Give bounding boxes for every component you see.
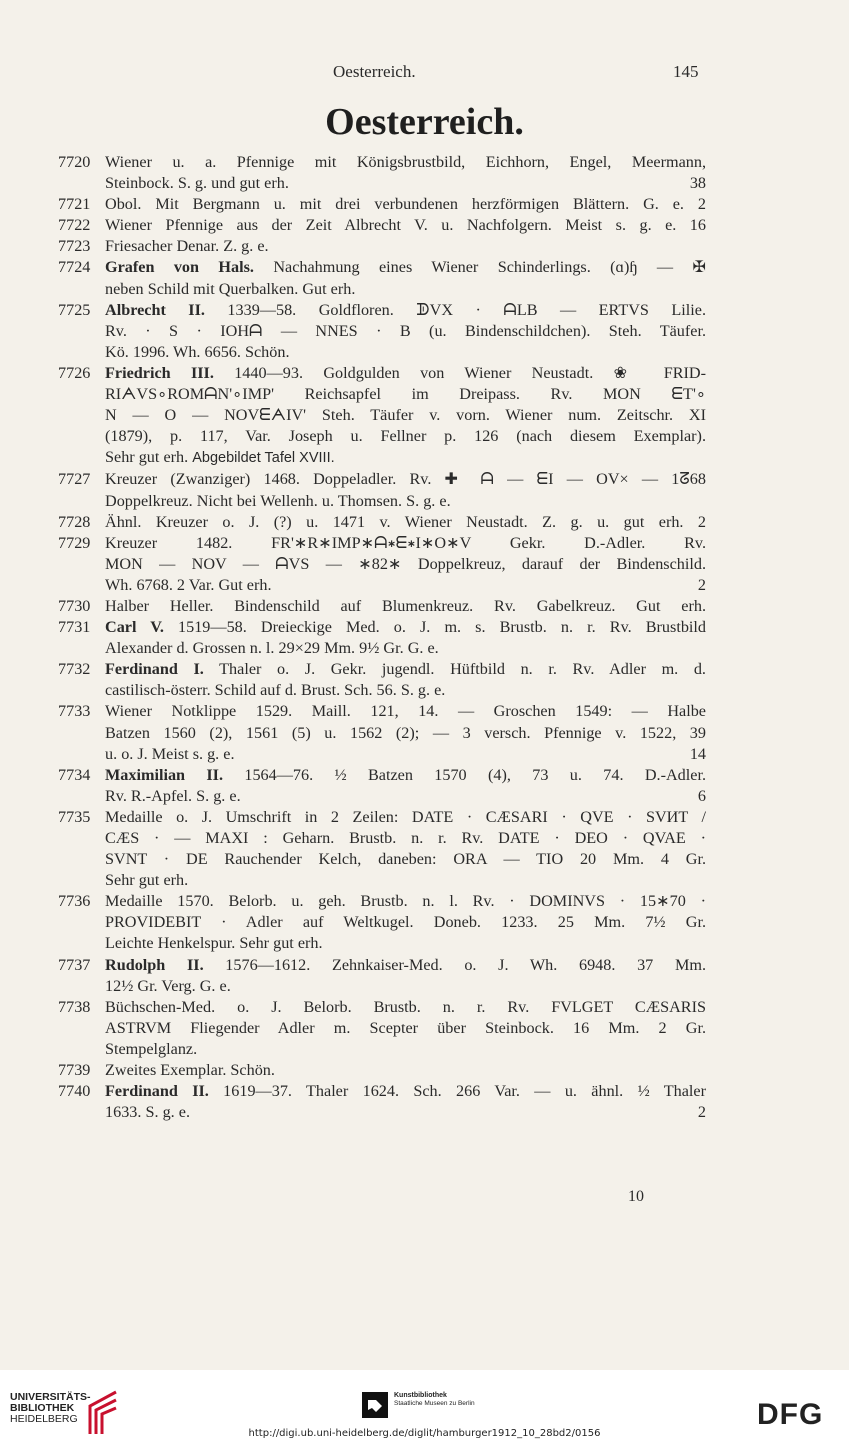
entry-line: Friesacher Denar. Z. g. e. (105, 237, 269, 256)
entry-line: Halber Heller. Bindenschild auf Blumenkreuz. Rv. Gabelkreuz. Gut erh. (105, 596, 706, 615)
entry-line: Kreuzer (Zwanziger) 1468. Doppeladler. Rv. ✚ ᗩ — ᗴI — OV× — 1ᘔ68 (105, 470, 706, 489)
catalog-entry (58, 533, 706, 596)
entry-line: CÆS · — MAXI : Geharn. Brustb. n. r. Rv. DATE · DEO · QVAE · (105, 829, 706, 847)
catalog-entry (58, 152, 706, 194)
lot-number: 7721 (58, 195, 91, 214)
entry-line: Kreuzer 1482. FR'∗R∗IMP∗ᗩ∗ᗴ∗I∗O∗V Gekr. D.-Adler. Rv. (105, 533, 706, 552)
entry-line: Doppelkreuz. Nicht bei Wellenh. u. Thomsen. S. g. e. (105, 491, 451, 510)
catalog-entry (58, 596, 706, 617)
entry-line: Batzen 1560 (2), 1561 (5) u. 1562 (2); — 3 versch. Pfennige v. 1522, 39 (105, 723, 706, 742)
entry-line: Büchschen-Med. o. J. Belorb. Brustb. n. r. Rv. FVLGET CÆSARIS (105, 997, 706, 1016)
entry-line: Ähnl. Kreuzer o. J. (?) u. 1471 v. Wiener Neustadt. Z. g. u. gut erh. 2 (105, 512, 706, 531)
lot-number: 7735 (58, 807, 91, 826)
entry-line: Wiener Notklippe 1529. Maill. 121, 14. — Groschen 1549: — Halbe (105, 702, 706, 721)
entry-line: Leichte Henkelspur. Sehr gut erh. (105, 934, 323, 953)
lot-number: 7720 (58, 153, 91, 171)
catalog-entry (58, 215, 706, 236)
lot-number: 7736 (58, 892, 91, 911)
entry-line: Wiener Pfennige aus der Zeit Albrecht V. u. Nachfolgern. Meist s. g. e. 16 (105, 216, 706, 235)
lot-number: 7725 (58, 300, 91, 319)
lot-number: 7732 (58, 660, 91, 679)
permalink-url[interactable]: http://digi.ub.uni-heidelberg.de/diglit/hamburger1912_10_28bd2/0156 (248, 1428, 601, 1439)
catalog-entry (58, 617, 706, 659)
entry-line: Sehr gut erh. (105, 871, 189, 890)
entry-line: Rv. · S · IOHᗩ — NNES · B (u. Bindenschildchen). Steh. Täufer. (105, 321, 706, 340)
entry-line: Zweites Exemplar. Schön. (105, 1061, 275, 1080)
entry-line: RIᗅVS∘ROMᗩN'∘IMP' Reichsapfel im Dreipass. Rv. MON ᗴT'∘ (105, 385, 706, 404)
running-title: Oesterreich. (333, 62, 416, 81)
lot-number: 7740 (58, 1082, 91, 1101)
lot-number: 7733 (58, 702, 91, 721)
entry-line: u. o. J. Meist s. g. e. 14 (105, 744, 706, 765)
catalog-entry (58, 194, 706, 215)
catalog-entry (58, 469, 706, 511)
lot-number: 7738 (58, 997, 91, 1016)
kunstbibliothek-text: Kunstbibliothek Staatliche Museen zu Berlin (394, 1392, 475, 1407)
catalog-entry (58, 300, 706, 363)
entry-line: (1879), p. 117, Var. Joseph u. Fellner p. 126 (nach diesem Exemplar). (105, 427, 706, 446)
entry-line: SVNT · DE Rauchender Kelch, daneben: ORA — TIO 20 Mm. 4 Gr. (105, 850, 706, 869)
entry-line: Kö. 1996. Wh. 6656. Schön. (105, 342, 290, 361)
entry-line: castilisch-österr. Schild auf d. Brust. Sch. 56. S. g. e. (105, 681, 446, 700)
digitization-footer (0, 1370, 849, 1444)
entry-line: Steinbock. S. g. und gut erh. 38 (105, 173, 706, 194)
kunstbibliothek-logo-icon (362, 1392, 388, 1418)
catalog-entry (58, 363, 706, 469)
entry-line: neben Schild mit Querbalken. Gut erh. (105, 279, 356, 298)
entry-line: Medaille 1570. Belorb. u. geh. Brustb. n. l. Rv. · DOMINVS · 15∗70 · (105, 892, 706, 911)
lot-number: 7722 (58, 216, 91, 235)
entry-line: ASTRVM Fliegender Adler m. Scepter über Steinbock. 16 Mm. 2 Gr. (105, 1018, 706, 1037)
page-number: 145 (673, 62, 699, 81)
entry-line: PROVIDEBIT · Adler auf Weltkugel. Doneb. 1233. 25 Mm. 7½ Gr. (105, 913, 706, 932)
catalog-entry (58, 765, 706, 807)
catalog-entry (58, 1081, 706, 1123)
entry-line: Friedrich III. 1440—93. Goldgulden von Wiener Neustadt. ❀ FRID- (105, 363, 706, 382)
entry-line: Stempelglanz. (105, 1039, 198, 1058)
catalog-entry (58, 807, 706, 891)
lot-number: 7734 (58, 765, 91, 784)
catalog-entry (58, 236, 706, 257)
lot-number: 7723 (58, 237, 91, 256)
lot-number: 7737 (58, 955, 91, 974)
lot-number: 7730 (58, 596, 91, 615)
entry-line: Sehr gut erh. Abgebildet Tafel XVIII. (105, 448, 335, 467)
entry-line: Grafen von Hals. Nachahmung eines Wiener Schinderlings. (ɑ)ɧ — ✠ (105, 258, 706, 277)
entry-line: Wh. 6768. 2 Var. Gut erh. 2 (105, 575, 706, 596)
entry-line: MON — NOV — ᗩVS — ∗82∗ Doppelkreuz, darauf der Bindenschild. (105, 554, 706, 573)
price: 2 (697, 1103, 706, 1122)
catalog-entry (58, 701, 706, 764)
catalog-entry (58, 891, 706, 954)
price: 6 (697, 786, 706, 805)
entry-line: Ferdinand II. 1619—37. Thaler 1624. Sch. 266 Var. — u. ähnl. ½ Thaler (105, 1082, 706, 1101)
entry-line: N — O — NOVᗴᗅIV' Steh. Täufer v. vorn. Wiener num. Zeitschr. XI (105, 406, 706, 425)
price: 2 (697, 575, 706, 594)
signature-mark: 10 (628, 1188, 644, 1205)
catalog-entry (58, 512, 706, 533)
section-heading: Oesterreich. (325, 101, 524, 143)
entry-line: Maximilian II. 1564—76. ½ Batzen 1570 (4), 73 u. 74. D.-Adler. (105, 765, 706, 784)
entry-line: 12½ Gr. Verg. G. e. (105, 976, 231, 995)
entry-line: Alexander d. Grossen n. l. 29×29 Mm. 9½ Gr. G. e. (105, 639, 439, 658)
entry-line: Rv. R.-Apfel. S. g. e. 6 (105, 786, 706, 807)
lot-number: 7729 (58, 533, 91, 552)
entry-line: Wiener u. a. Pfennige mit Königsbrustbild, Eichhorn, Engel, Meermann, (105, 153, 706, 171)
catalog-entry (58, 1060, 706, 1081)
entry-line: 1633. S. g. e. 2 (105, 1102, 706, 1123)
lot-number: 7731 (58, 618, 91, 637)
lot-number: 7728 (58, 512, 91, 531)
lot-number: 7726 (58, 363, 91, 382)
lot-number: 7724 (58, 258, 91, 277)
catalog-entry (58, 257, 706, 299)
entry-line: Carl V. 1519—58. Dreieckige Med. o. J. m. s. Brustb. n. r. Rv. Brustbild (105, 618, 706, 637)
price: 38 (689, 174, 706, 193)
catalog-entry (58, 997, 706, 1060)
catalog-entries (58, 152, 706, 1123)
entry-line: Obol. Mit Bergmann u. mit drei verbundenen herzförmigen Blättern. G. e. 2 (105, 195, 706, 214)
catalog-entry (58, 659, 706, 701)
entry-line: Ferdinand I. Thaler o. J. Gekr. jugendl. Hüftbild n. r. Rv. Adler m. d. (105, 660, 706, 679)
ub-heidelberg-logo-text[interactable]: UNIVERSITÄTS- BIBLIOTHEK HEIDELBERG (10, 1391, 91, 1425)
lot-number: 7727 (58, 470, 91, 489)
entry-line: Albrecht II. 1339—58. Goldfloren. ᗫVX · ᗩLB — ERTVS Lilie. (105, 300, 706, 319)
running-header (0, 62, 849, 84)
lot-number: 7739 (58, 1061, 91, 1080)
entry-line: Rudolph II. 1576—1612. Zehnkaiser-Med. o. J. Wh. 6948. 37 Mm. (105, 955, 706, 974)
price: 14 (689, 744, 706, 763)
catalog-entry (58, 955, 706, 997)
entry-line: Medaille o. J. Umschrift in 2 Zeilen: DATE · CÆSARI · QVE · SVИT / (105, 807, 706, 826)
dfg-logo[interactable]: DFG (757, 1398, 824, 1431)
